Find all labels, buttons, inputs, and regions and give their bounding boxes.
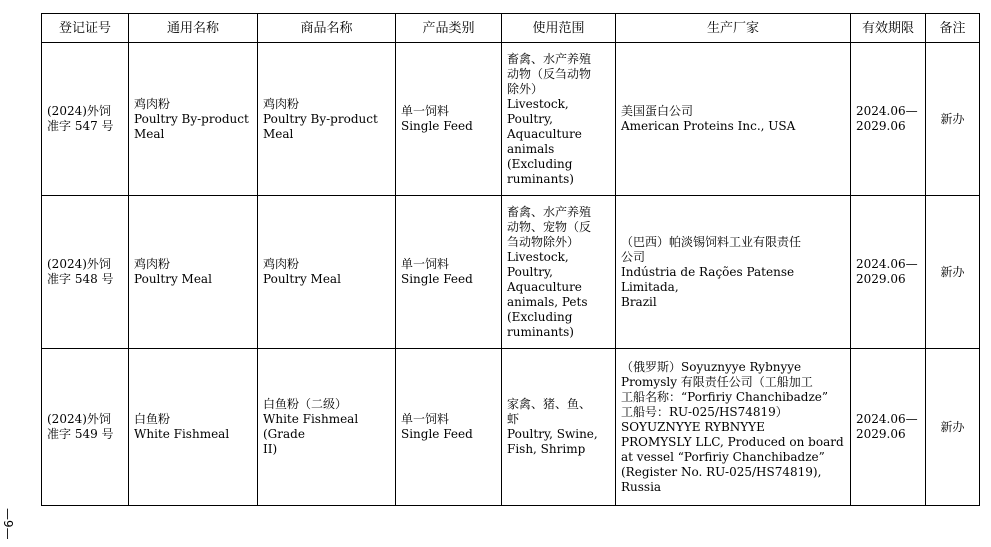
- cell-category: 单一饲料 Single Feed: [396, 43, 502, 196]
- header-remark: 备注: [926, 14, 980, 43]
- cell-remark: 新办: [926, 349, 980, 506]
- cell-reg-no: (2024)外饲 准字 548 号: [42, 196, 129, 349]
- header-validity: 有效期限: [851, 14, 926, 43]
- header-category: 产品类别: [396, 14, 502, 43]
- cell-validity: 2024.06— 2029.06: [851, 196, 926, 349]
- cell-reg-no: (2024)外饲 准字 547 号: [42, 43, 129, 196]
- header-generic-name: 通用名称: [129, 14, 258, 43]
- header-manufacturer: 生产厂家: [616, 14, 851, 43]
- cell-trade-name: 鸡肉粉 Poultry By-product Meal: [258, 43, 396, 196]
- cell-remark: 新办: [926, 43, 980, 196]
- cell-scope: 畜禽、水产养殖 动物（反刍动物 除外） Livestock, Poultry, Aquaculture animals (Excluding ruminants): [502, 43, 616, 196]
- cell-trade-name: 鸡肉粉 Poultry Meal: [258, 196, 396, 349]
- table-row: [42, 43, 980, 196]
- cell-category: 单一饲料 Single Feed: [396, 196, 502, 349]
- cell-category: 单一饲料 Single Feed: [396, 349, 502, 506]
- table-row: [42, 196, 980, 349]
- table-row: [42, 349, 980, 506]
- cell-validity: 2024.06— 2029.06: [851, 349, 926, 506]
- cell-remark: 新办: [926, 196, 980, 349]
- registration-table: [41, 13, 980, 506]
- cell-generic-name: 鸡肉粉 Poultry Meal: [129, 196, 258, 349]
- cell-manufacturer: （俄罗斯）Soyuznyye Rybnyye Promysly 有限责任公司（工船加工 工船名称：“Porfiriy Chanchibadze” 工船号：RU-025/HS74819） SOYUZNYYE RYBNYYE PROMYSLY LLC, Produced on board at vessel “Porfiriy Chanchibadze” (Register No. RU-025/HS74819), Russia: [616, 349, 851, 506]
- cell-scope: 畜禽、水产养殖 动物、宠物（反 刍动物除外） Livestock, Poultry, Aquaculture animals, Pets (Excluding ruminants): [502, 196, 616, 349]
- cell-manufacturer: （巴西）帕淡锡饲料工业有限责任 公司 Indústria de Rações Patense Limitada, Brazil: [616, 196, 851, 349]
- cell-validity: 2024.06— 2029.06: [851, 43, 926, 196]
- header-trade-name: 商品名称: [258, 14, 396, 43]
- cell-reg-no: (2024)外饲 准字 549 号: [42, 349, 129, 506]
- cell-trade-name: 白鱼粉（二级） White Fishmeal (Grade II): [258, 349, 396, 506]
- header-scope: 使用范围: [502, 14, 616, 43]
- cell-scope: 家禽、猪、鱼、 虾 Poultry, Swine, Fish, Shrimp: [502, 349, 616, 506]
- cell-generic-name: 鸡肉粉 Poultry By-product Meal: [129, 43, 258, 196]
- header-reg-no: 登记证号: [42, 14, 129, 43]
- page-number: —9—: [1, 508, 15, 540]
- cell-generic-name: 白鱼粉 White Fishmeal: [129, 349, 258, 506]
- header-row: [42, 14, 980, 43]
- cell-manufacturer: 美国蛋白公司 American Proteins Inc., USA: [616, 43, 851, 196]
